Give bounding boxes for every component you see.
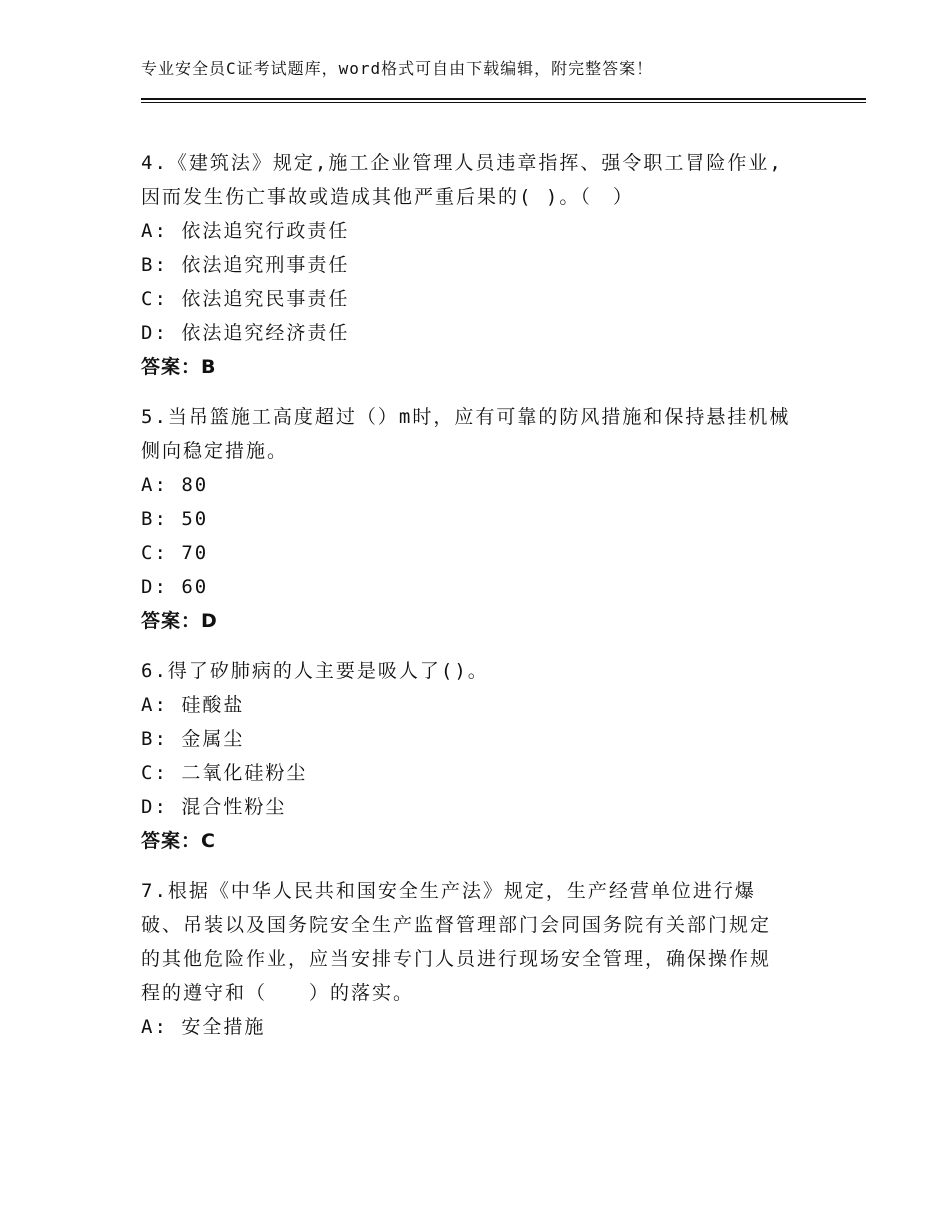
option-d: D: 依法追究经济责任 [141, 322, 350, 344]
question-4 [141, 146, 831, 384]
question-stem: 的其他危险作业，应当安排专门人员进行现场安全管理，确保操作规 [141, 948, 772, 970]
question-stem: 4.《建筑法》规定,施工企业管理人员违章指挥、强令职工冒险作业, [141, 152, 783, 174]
question-7 [141, 874, 831, 1044]
question-stem: 7.根据《中华人民共和国安全生产法》规定，生产经营单位进行爆 [141, 880, 756, 902]
question-stem: 侧向稳定措施。 [141, 440, 289, 462]
question-5 [141, 400, 831, 638]
option-a: A: 80 [141, 474, 209, 496]
question-6 [141, 654, 831, 858]
option-c: C: 依法追究民事责任 [141, 288, 350, 310]
option-a: A: 依法追究行政责任 [141, 220, 350, 242]
answer: 答案：C [141, 830, 216, 852]
question-list [141, 146, 831, 1060]
option-b: B: 依法追究刑事责任 [141, 254, 350, 276]
option-d: D: 混合性粉尘 [141, 796, 287, 818]
option-c: C: 二氧化硅粉尘 [141, 762, 308, 784]
header-rule-thin [141, 102, 866, 103]
option-a: A: 安全措施 [141, 1016, 266, 1038]
question-stem: 因而发生伤亡事故或造成其他严重后果的( )。（ ） [141, 186, 634, 208]
option-b: B: 50 [141, 508, 209, 530]
question-stem: 程的遵守和（ ）的落实。 [141, 982, 415, 1004]
option-b: B: 金属尘 [141, 728, 245, 750]
answer: 答案：B [141, 356, 217, 378]
question-stem: 5.当吊篮施工高度超过（）m时，应有可靠的防风措施和保持悬挂机械 [141, 406, 791, 428]
answer: 答案：D [141, 610, 218, 632]
question-stem: 6.得了矽肺病的人主要是吸人了()。 [141, 660, 489, 682]
option-d: D: 60 [141, 576, 209, 598]
header-rule-thick [141, 98, 866, 100]
page-header: 专业安全员C证考试题库，word格式可自由下载编辑，附完整答案！ [141, 59, 654, 78]
question-stem: 破、吊装以及国务院安全生产监督管理部门会同国务院有关部门规定 [141, 914, 772, 936]
option-c: C: 70 [141, 542, 209, 564]
option-a: A: 硅酸盐 [141, 694, 245, 716]
